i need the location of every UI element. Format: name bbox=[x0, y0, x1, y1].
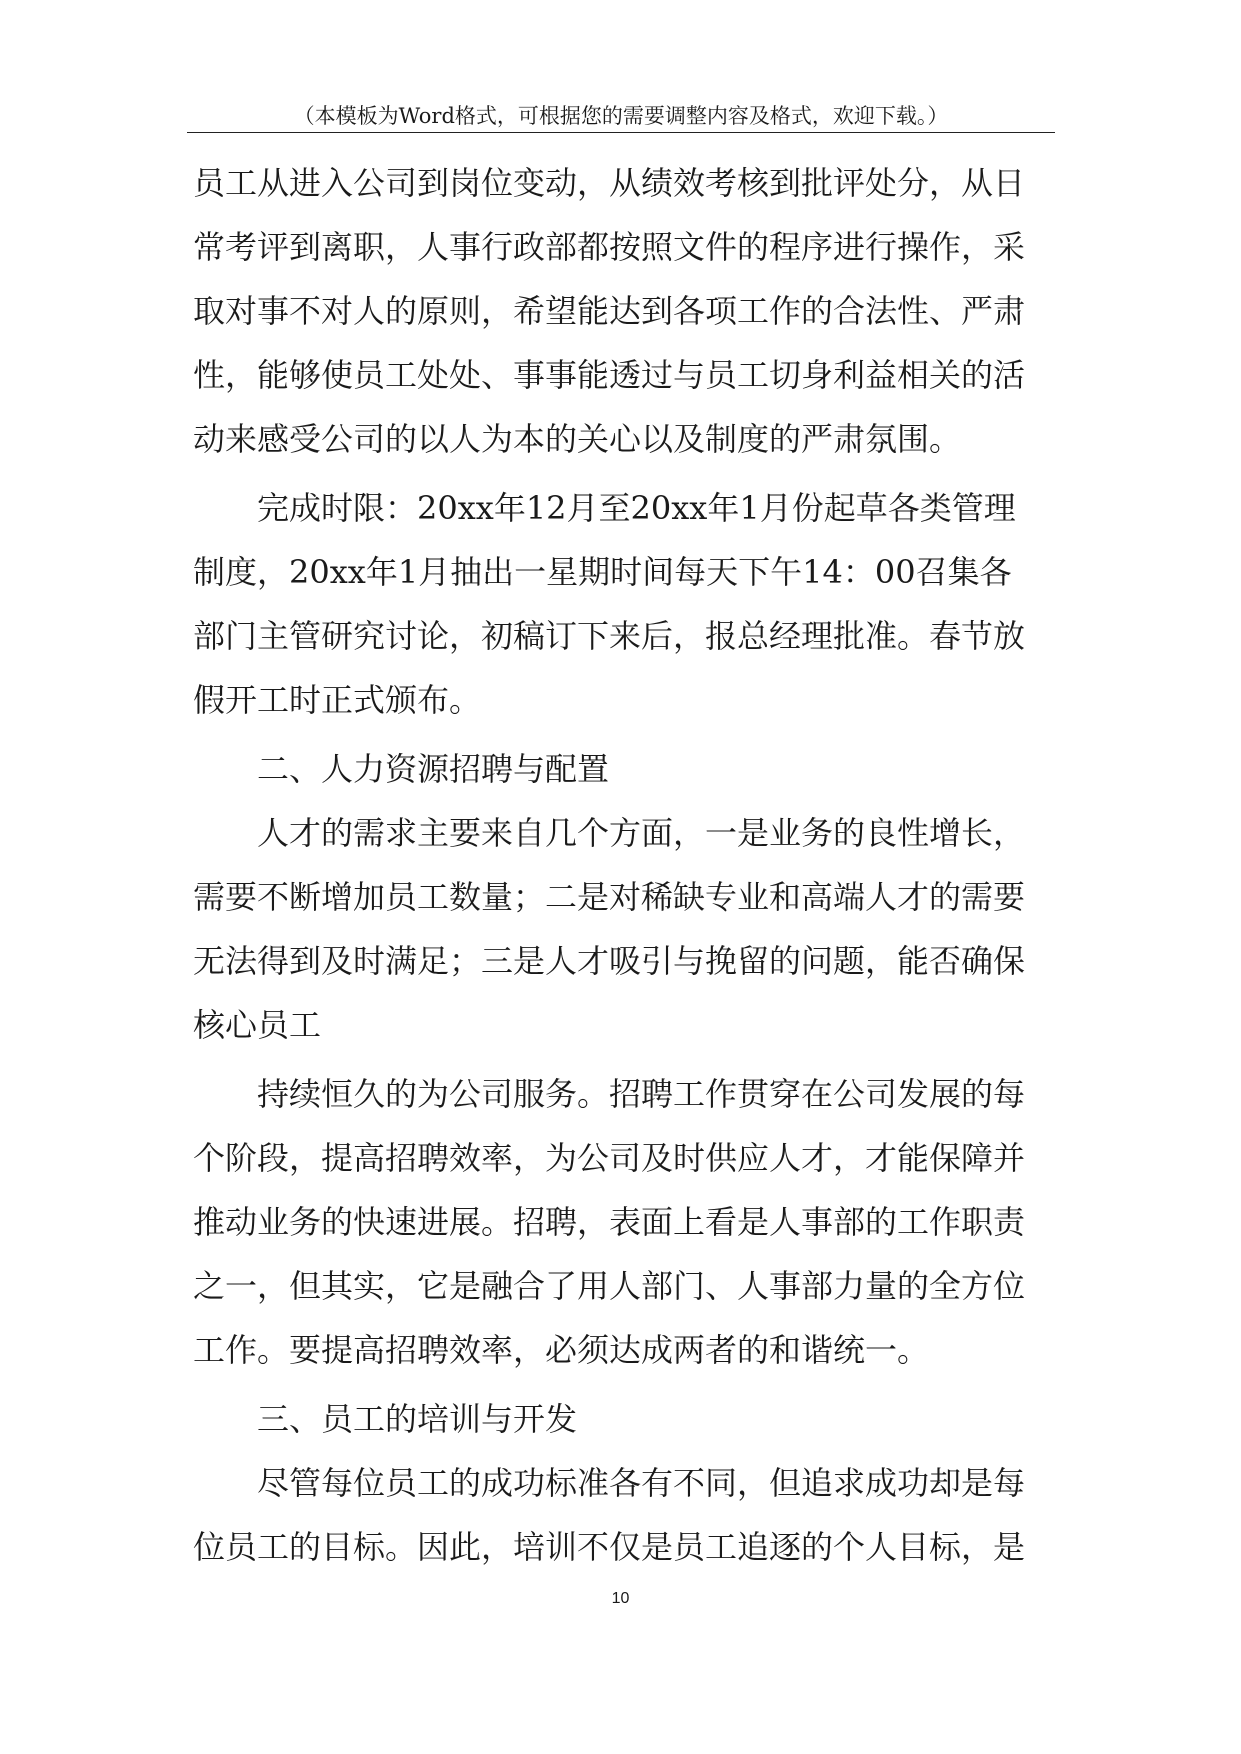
body-line: 假开工时正式颁布。 bbox=[193, 681, 482, 719]
body-line: 工作。要提高招聘效率，必须达成两者的和谐统一。 bbox=[193, 1331, 930, 1369]
body-line: 性，能够使员工处处、事事能透过与员工切身利益相关的活 bbox=[193, 356, 1026, 394]
body-line: 位员工的目标。因此，培训不仅是员工追逐的个人目标，是 bbox=[193, 1528, 1026, 1566]
body-line: 制度，20xx年1月抽出一星期时间每天下午14：00召集各 bbox=[193, 553, 1012, 591]
body-line: 完成时限：20xx年12月至20xx年1月份起草各类管理 bbox=[257, 489, 1016, 527]
page-number: 10 bbox=[611, 1590, 630, 1607]
section-heading: 二、人力资源招聘与配置 bbox=[257, 750, 610, 788]
body-line: 需要不断增加员工数量；二是对稀缺专业和高端人才的需要 bbox=[193, 878, 1026, 916]
body-line: 核心员工 bbox=[193, 1006, 322, 1044]
body-line: 部门主管研究讨论，初稿订下来后，报总经理批准。春节放 bbox=[193, 617, 1026, 655]
body-line: 个阶段，提高招聘效率，为公司及时供应人才，才能保障并 bbox=[193, 1139, 1026, 1177]
body-line: 取对事不对人的原则，希望能达到各项工作的合法性、严肃 bbox=[193, 292, 1026, 330]
header-divider bbox=[187, 132, 1055, 133]
body-line: 无法得到及时满足；三是人才吸引与挽留的问题，能否确保 bbox=[193, 942, 1026, 980]
body-line: 尽管每位员工的成功标准各有不同，但追求成功却是每 bbox=[257, 1464, 1026, 1502]
body-line: 常考评到离职，人事行政部都按照文件的程序进行操作，采 bbox=[193, 228, 1026, 266]
body-line: 持续恒久的为公司服务。招聘工作贯穿在公司发展的每 bbox=[257, 1075, 1026, 1113]
section-heading: 三、员工的培训与开发 bbox=[257, 1400, 578, 1438]
body-line: 员工从进入公司到岗位变动，从绩效考核到批评处分，从日 bbox=[193, 164, 1026, 202]
page-header-note: （本模板为Word格式，可根据您的需要调整内容及格式，欢迎下载。） bbox=[293, 104, 949, 128]
body-line: 之一，但其实，它是融合了用人部门、人事部力量的全方位 bbox=[193, 1267, 1026, 1305]
body-line: 推动业务的快速进展。招聘，表面上看是人事部的工作职责 bbox=[193, 1203, 1026, 1241]
body-line: 人才的需求主要来自几个方面，一是业务的良性增长， bbox=[257, 814, 1026, 852]
body-line: 动来感受公司的以人为本的关心以及制度的严肃氛围。 bbox=[193, 420, 962, 458]
